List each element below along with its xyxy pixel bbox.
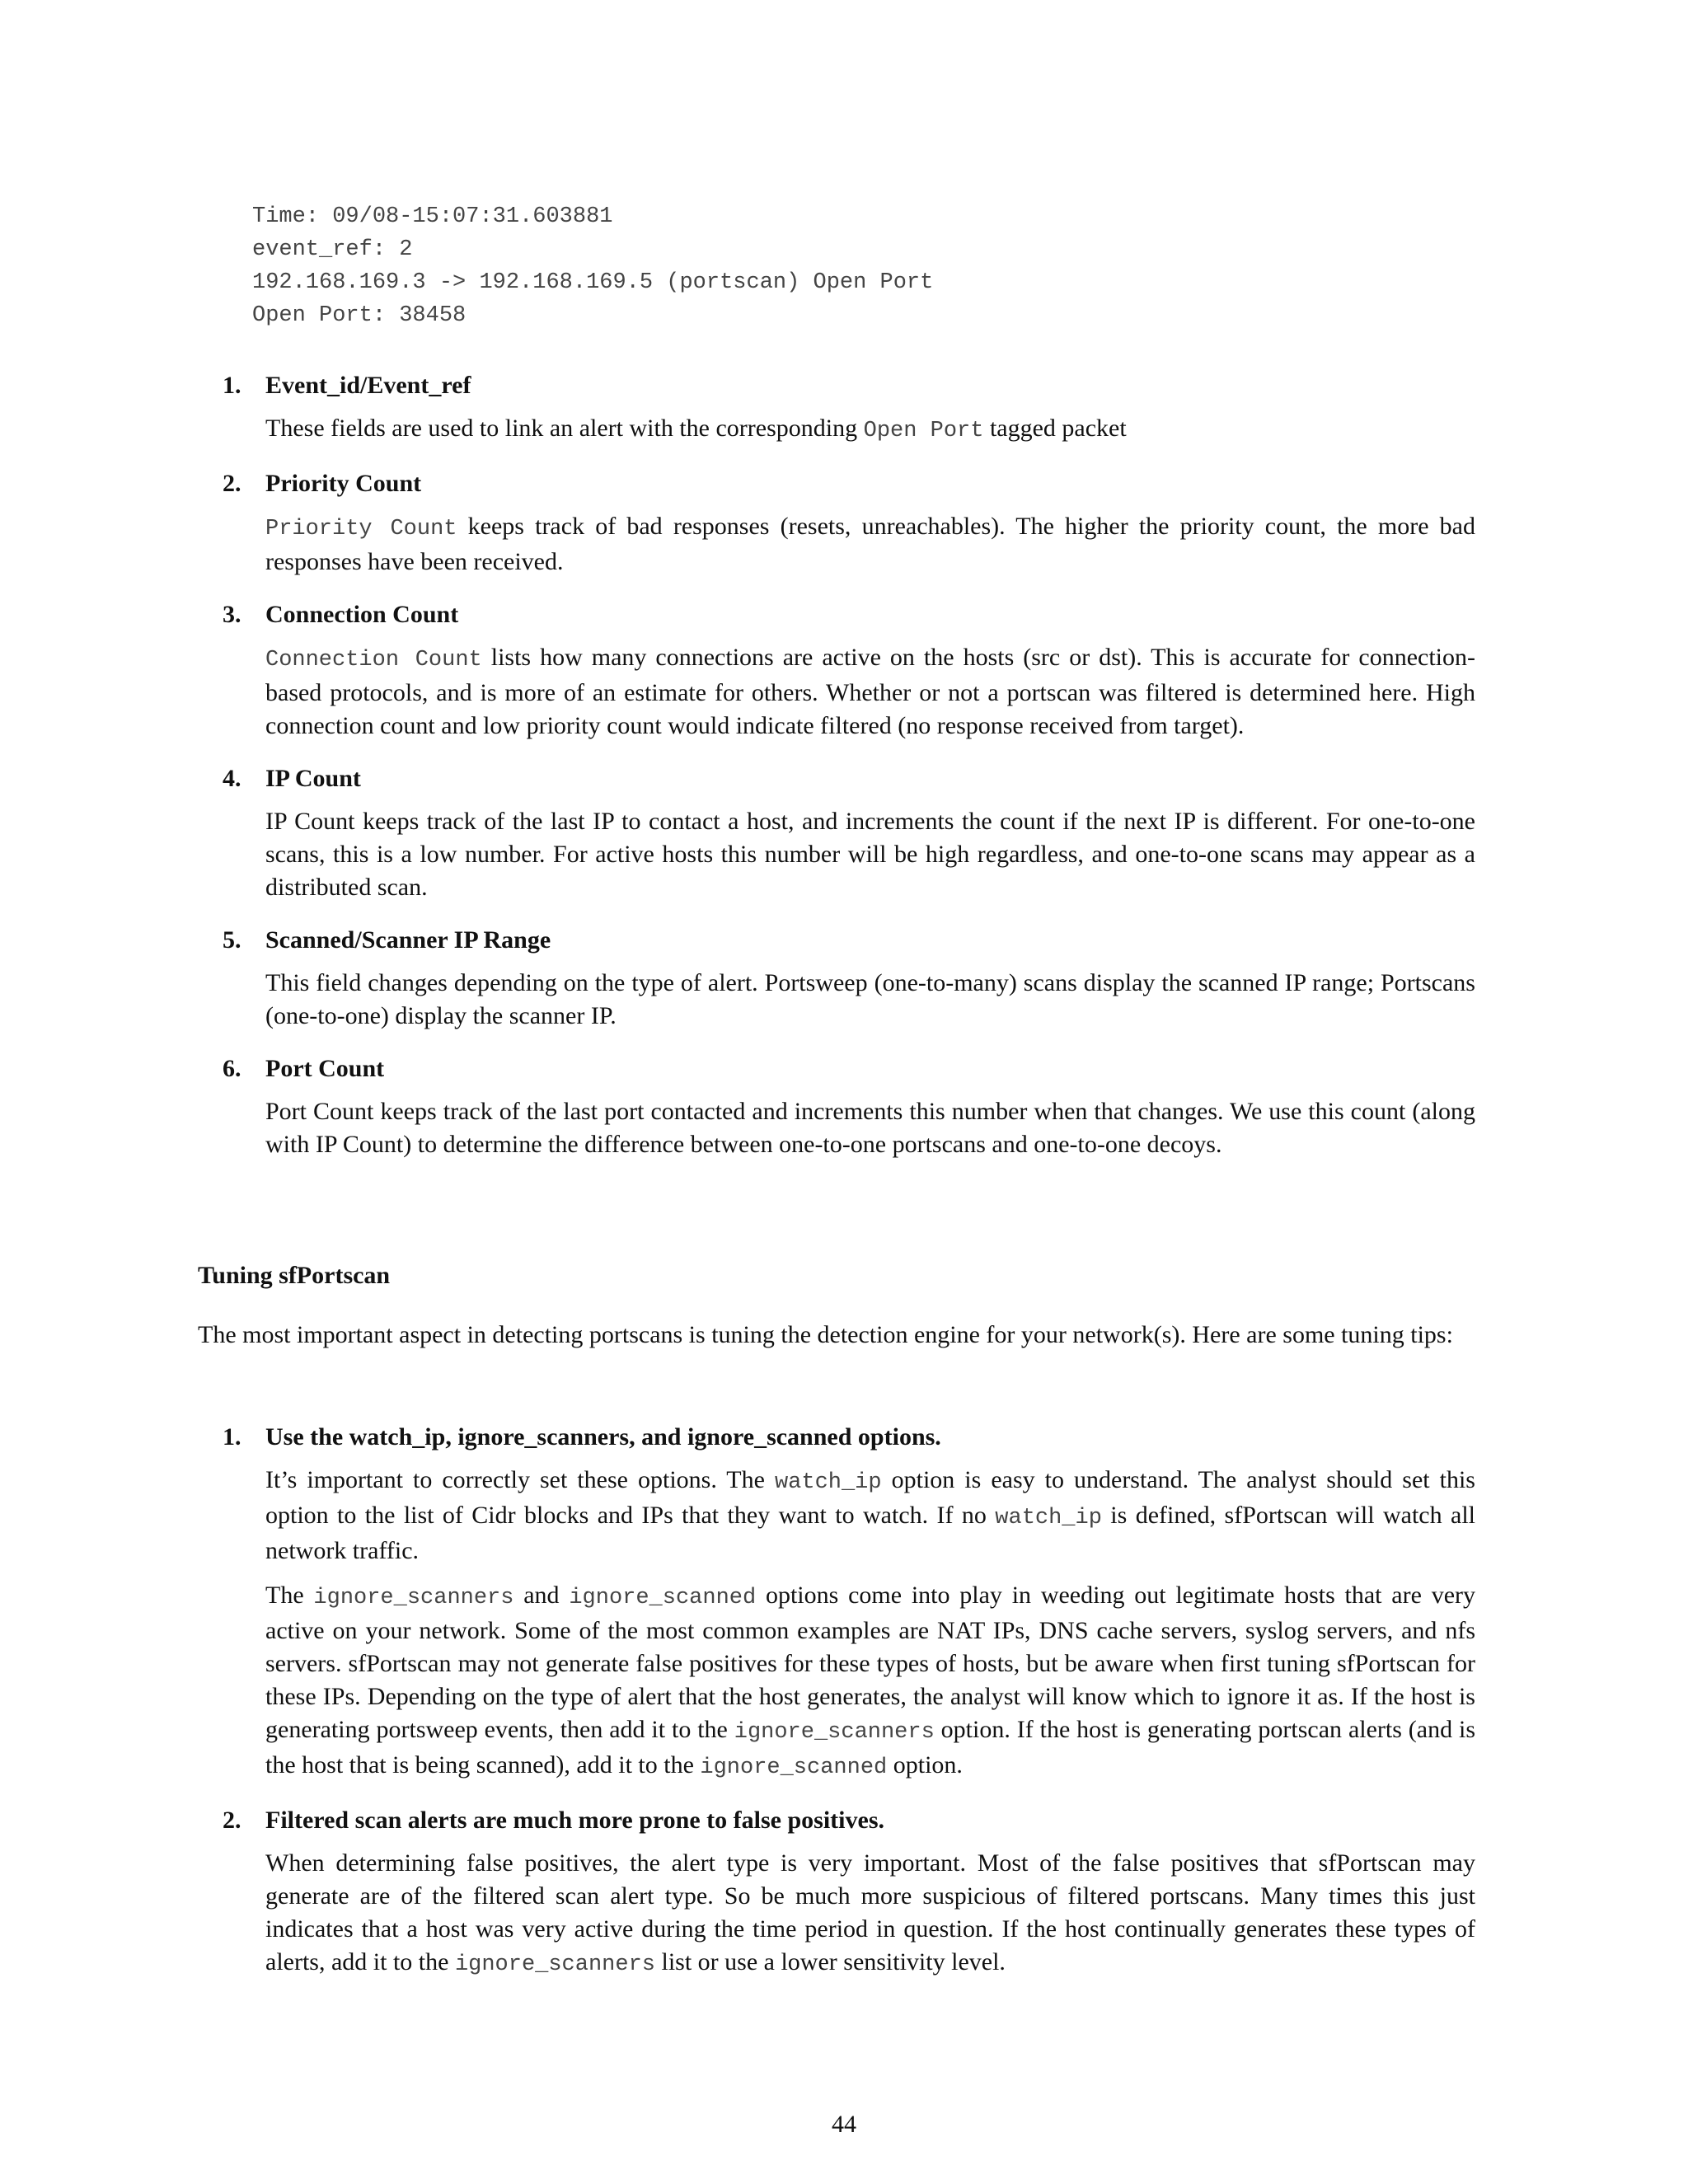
body-text: and <box>513 1582 570 1609</box>
inline-code: ignore_scanners <box>454 1952 655 1977</box>
body-text: option. <box>887 1751 963 1779</box>
item-body: Port Count keeps track of the last port contacted and increments this number when that changes. We use this count (along with IP Count) to determine the difference between one-to-one portscans and one-to-one decoys. <box>265 1098 1475 1158</box>
item-title: Priority Count <box>265 470 422 497</box>
inline-code: Priority Count <box>265 517 457 541</box>
code-block <box>252 200 933 332</box>
item-number: 2. <box>223 1807 241 1834</box>
field-list <box>223 369 1475 1181</box>
item-title: Port Count <box>265 1055 385 1082</box>
list-item <box>223 1421 1475 1784</box>
inline-code: ignore_scanned <box>700 1755 888 1780</box>
section-intro: The most important aspect in detecting portscans is tuning the detection engine for your network(s). Here are some tuning tips: <box>198 1321 1453 1348</box>
section-title: Tuning sfPortscan <box>198 1262 391 1289</box>
page-number: 44 <box>832 2111 856 2138</box>
inline-code: watch_ip <box>774 1470 882 1495</box>
item-body <box>265 412 1475 448</box>
item-number: 4. <box>223 765 241 792</box>
body-text: lists how many connections are active on the hosts (src or dst). This is accurate for connection-based protocols, and is more of an estimate for others. Whether or not a portscan was filtered is determined here. High connection count and low priority count would indicate filtered (no response received from target). <box>265 644 1475 739</box>
inline-code: ignore_scanners <box>734 1720 935 1745</box>
body-paragraph <box>265 1464 1475 1568</box>
item-number: 3. <box>223 601 241 628</box>
inline-code: ignore_scanned <box>569 1586 757 1610</box>
item-title: Event_id/Event_ref <box>265 372 471 399</box>
list-item <box>223 369 1475 448</box>
item-title: IP Count <box>265 765 361 792</box>
item-number: 2. <box>223 470 241 497</box>
body-text: option is easy to understand. The analyst should set this option to the list of Cidr blocks and IPs that they want to watch. If no <box>265 1466 1475 1529</box>
code-line: Open Port: 38458 <box>252 303 467 328</box>
body-text: tagged packet <box>983 415 1127 442</box>
item-body: IP Count keeps track of the last IP to contact a host, and increments the count if the next IP is different. For one-to-one scans, this is a low number. For active hosts this number will be high regardless, and one-to-one scans may appear as a distributed scan. <box>265 808 1475 901</box>
code-line: Time: 09/08-15:07:31.603881 <box>252 204 613 229</box>
item-number: 1. <box>223 372 241 399</box>
inline-code: watch_ip <box>995 1506 1102 1530</box>
item-number: 5. <box>223 926 241 954</box>
item-body <box>265 510 1475 579</box>
item-number: 1. <box>223 1423 241 1451</box>
body-text: option. If the host is generating portscan alerts (and is the host that is being scanned), add it to the <box>265 1716 1475 1779</box>
inline-code: Open Port <box>863 419 984 443</box>
body-text: options come into play in weeding out legitimate hosts that are very active on your network. Some of the most common examples are NAT IPs, DNS cache servers, syslog servers, and nfs servers. sfPortscan may not generate false positives for these types of hosts, but be aware when first tuning sfPortscan for these IPs. Depending on the type of alert that the host generates, the analyst will know which to ignore it as. If the host is generating portsweep events, then add it to the <box>265 1582 1475 1743</box>
item-title: Connection Count <box>265 601 459 628</box>
inline-code: Connection Count <box>265 648 482 673</box>
item-title: Filtered scan alerts are much more prone to false positives. <box>265 1807 884 1834</box>
body-text: When determining false positives, the alert type is very important. Most of the false positives that sfPortscan may generate are of the filtered scan alert type. So be much more suspicious of filtered portscans. Many times this just indicates that a host was very active during the time period in question. If the host continually generates these types of alerts, add it to the <box>265 1849 1475 1975</box>
item-body <box>265 1847 1475 1981</box>
body-text: These fields are used to link an alert with the corresponding <box>265 415 864 442</box>
list-item <box>223 467 1475 579</box>
item-title: Scanned/Scanner IP Range <box>265 926 551 954</box>
tips-list <box>223 1421 1475 2001</box>
code-line: event_ref: 2 <box>252 237 413 262</box>
list-item <box>223 762 1475 904</box>
list-item <box>223 924 1475 1033</box>
list-item <box>223 1052 1475 1161</box>
body-text: keeps track of bad responses (resets, unreachables). The higher the priority count, the more bad responses have been received. <box>265 513 1475 575</box>
item-number: 6. <box>223 1055 241 1082</box>
list-item <box>223 1804 1475 1981</box>
code-line: 192.168.169.3 -> 192.168.169.5 (portscan) Open Port <box>252 270 934 295</box>
list-item <box>223 598 1475 743</box>
item-body <box>265 1464 1475 1784</box>
body-text: It’s important to correctly set these options. The <box>265 1466 775 1493</box>
item-body: This field changes depending on the type of alert. Portsweep (one-to-many) scans display the scanned IP range; Portscans (one-to-one) display the scanner IP. <box>265 969 1475 1029</box>
item-title: Use the watch_ip, ignore_scanners, and ignore_scanned options. <box>265 1423 941 1451</box>
item-body <box>265 641 1475 743</box>
body-paragraph <box>265 1579 1475 1784</box>
body-text: list or use a lower sensitivity level. <box>654 1948 1006 1975</box>
body-text: The <box>265 1582 314 1609</box>
inline-code: ignore_scanners <box>313 1586 514 1610</box>
body-text: is defined, sfPortscan will watch all network traffic. <box>265 1502 1475 1564</box>
